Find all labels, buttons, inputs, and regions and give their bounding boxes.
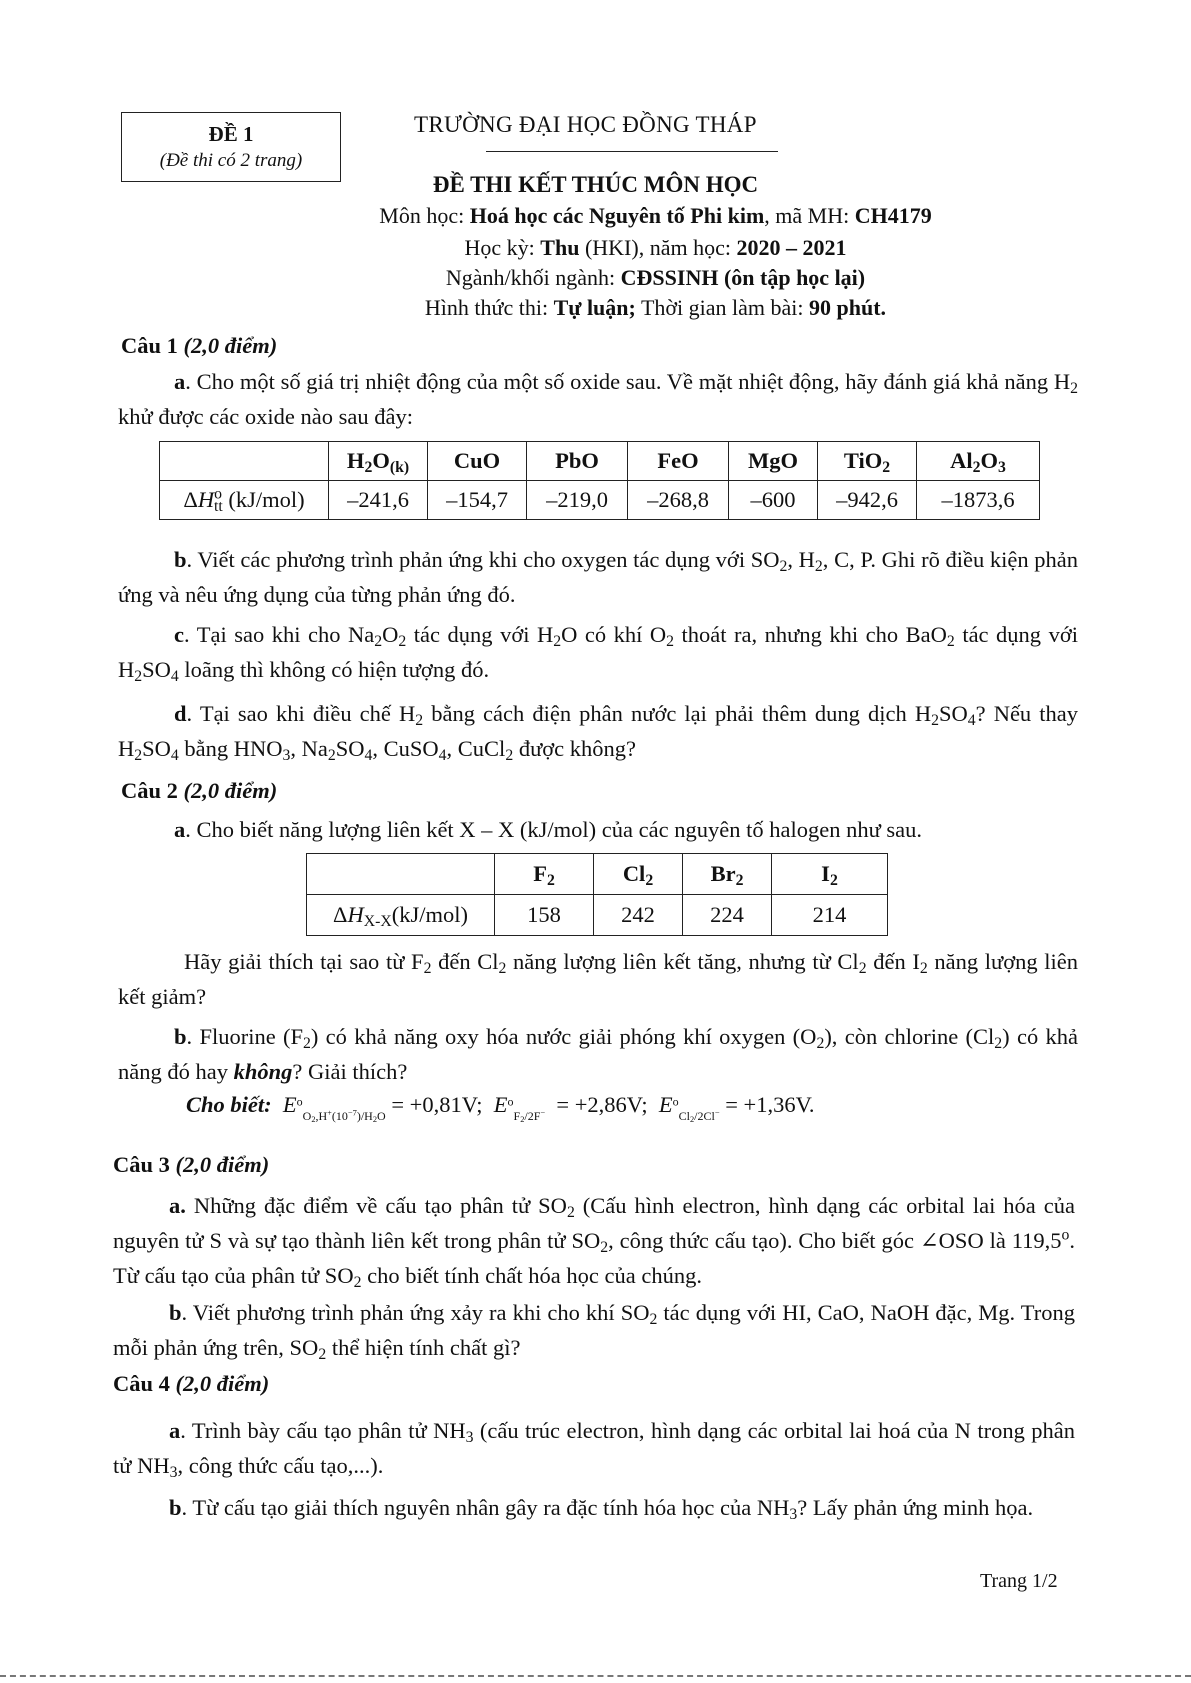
semester-line: Học kỳ: Thu (HKI), năm học: 2020 – 2021 [464,235,847,260]
major-line: Ngành/khối ngành: CĐSSINH (ôn tập học lại) [445,265,866,290]
row-label: $\Delta H^o_{tt}$ (kJ/mol) [160,481,329,520]
exam-code: ĐỀ 1 [208,122,254,146]
question-2b-text: b. Fluorine $(F_2)$ có khả năng oxy hóa nước giải phóng khí oxygen $(O_2)$, còn chlorine $(Cl_2)$ có khả năng đó hay không? Giải thích? [118,1024,1078,1084]
format-line: Hình thức thi: Tự luận; Thời gian làm bài: 90 phút. [424,295,887,320]
question-2a-explain: Hãy giải thích tại sao từ $F_2$ đến $Cl_2$ năng lượng liên kết tăng, nhưng từ $Cl_2$ đến $I_2$ năng lượng liên kết giảm? [118,949,1079,1009]
bottom-divider [0,1675,1191,1677]
question-2a-text: a. Cho biết năng lượng liên kết X – X (kJ/mol) của các nguyên tố halogen như sau. [174,817,923,842]
table-header-row: $H_2O_{(k)}$ CuO PbO FeO MgO TiO$_2$ $Al_2O_3$ [160,442,1040,481]
question-3-heading: Câu 3 (2,0 điểm) [113,1152,270,1177]
question-3b-text: b. Viết phương trình phản ứng xảy ra khi cho khí $SO_2$ tác dụng với HI, CaO, NaOH đặc, Mg. Trong mỗi phản ứng trên, $SO_2$ thể hiện tính chất gì? [113,1300,1076,1363]
table-row: $\Delta H_{X-X}(kJ/mol)$ 158 242 224 214 [307,895,888,936]
question-1-heading: Câu 1 (2,0 điểm) [121,333,278,358]
question-4b-text: b. Từ cấu tạo giải thích nguyên nhân gây ra đặc tính hóa học của $NH_3$? Lấy phản ứng minh họa. [169,1495,1034,1523]
page-count-note: (Đề thi có 2 trang) [159,150,303,171]
exam-title: ĐỀ THI KẾT THÚC MÔN HỌC [432,172,759,197]
question-3a-text: a. Những đặc điểm về cấu tạo phân tử $SO_2$ (Cấu hình electron, hình dạng các orbital lai hóa của nguyên tử S và sự tạo thành liên kết trong phân tử $SO_2$, công thức cấu tạo). Cho biết góc ∠OSO là 119,5$^o$. Từ cấu tạo của phân tử $SO_2$ cho biết tính chất hóa học của chúng. [113,1193,1075,1291]
question-1d-text: d. Tại sao khi điều chế $H_2$ bằng cách điện phân nước lại phải thêm dung dịch $H_2SO_4$? Nếu thay $H_2SO_4$ bằng $HNO_3$, $Na_2SO_4$, CuSO$_4$, CuCl$_2$ được không? [118,701,1079,764]
page-number: Trang 1/2 [980,1570,1058,1592]
question-4-heading: Câu 4 (2,0 điểm) [113,1371,270,1396]
question-1a-text: a. Cho một số giá trị nhiệt động của một số oxide sau. Về mặt nhiệt động, hãy đánh giá khả năng $H_2$ khử được các oxide nào sau đây: [118,369,1078,429]
question-1c-text: c. Tại sao khi cho $Na_2O_2$ tác dụng với $H_2O$ có khí $O_2$ thoát ra, nhưng khi cho BaO$_2$ tác dụng với $H_2SO_4$ loãng thì không có hiện tượng đó. [118,622,1078,685]
given-potentials: Cho biết: $E^o_{O_2,H^+(10^{-7})/H_2O} = +0,81V$; $E^o_{F_2/2F^-} = +2,86V$; $E^o_{Cl_2/2Cl^-} = +1,36V$. [186,1092,815,1125]
question-4a-text: a. Trình bày cấu tạo phân tử $NH_3$ (cấu trúc electron, hình dạng các orbital lai hoá của N trong phân tử $NH_3$, công thức cấu tạo,...). [113,1418,1076,1481]
oxide-enthalpy-table [159,441,1040,520]
question-1b-text: b. Viết các phương trình phản ứng khi cho oxygen tác dụng với $SO_2$, $H_2$, C, P. Ghi rõ điều kiện phản ứng và nêu ứng dụng của từng phản ứng đó. [118,547,1079,607]
bond-energy-table [306,853,888,936]
question-2-heading: Câu 2 (2,0 điểm) [121,778,278,803]
row-label: $\Delta H_{X-X}(kJ/mol)$ [307,895,495,936]
table-row: $\Delta H^o_{tt}$ (kJ/mol) –241,6 –154,7 –219,0 –268,8 –600 –942,6 –1873,6 [160,481,1040,520]
table-header-row: $F_2$ $Cl_2$ $Br_2$ $I_2$ [307,854,888,895]
school-underline [486,151,778,152]
school-name: TRƯỜNG ĐẠI HỌC ĐỒNG THÁP [414,112,757,137]
subject-line: Môn học: Hoá học các Nguyên tố Phi kim, mã MH: CH4179 [379,203,932,228]
